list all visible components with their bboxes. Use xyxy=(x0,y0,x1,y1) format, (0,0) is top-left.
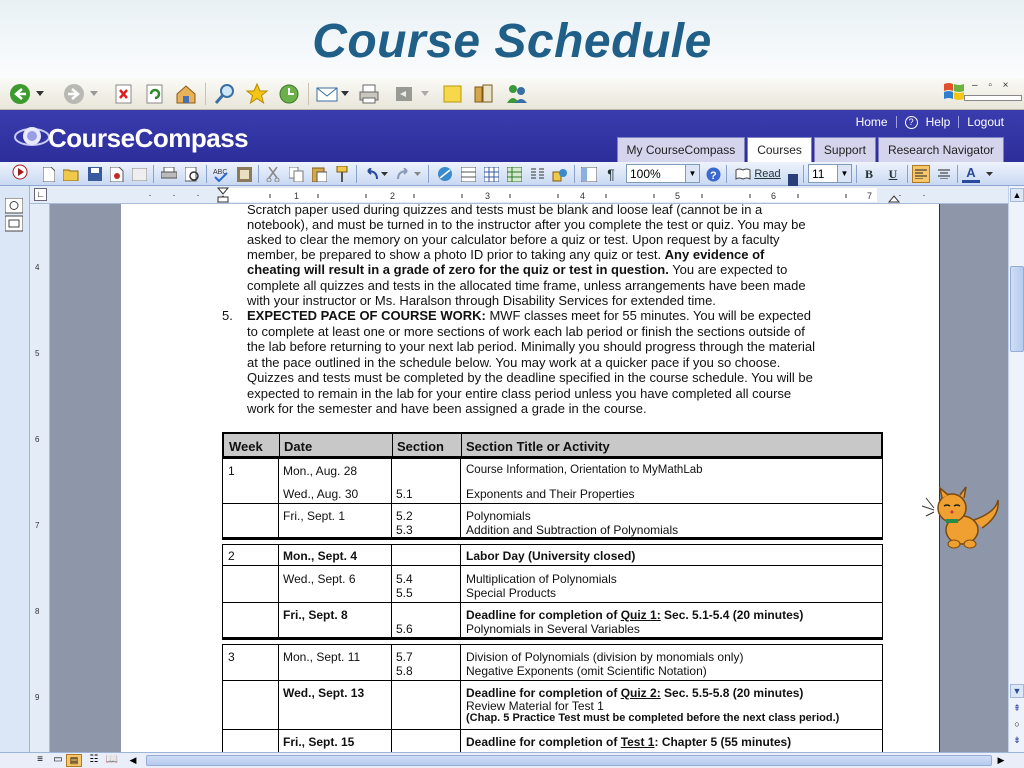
para-line: member, be prepared to show a photo ID prior to taking any quiz or test. Any evidence of xyxy=(247,247,765,262)
bottom-bar xyxy=(0,752,1024,768)
svg-text:5: 5 xyxy=(675,191,681,201)
cell-week: 1 xyxy=(228,464,235,478)
edit-dropdown-icon[interactable] xyxy=(420,82,430,106)
redo-icon[interactable] xyxy=(394,165,412,183)
next-page-icon[interactable]: ⇟ xyxy=(1013,735,1021,745)
underline-button[interactable]: U xyxy=(888,166,898,181)
research-icon[interactable] xyxy=(472,82,496,106)
para-line: to complete at least one or more sections of work each lab period or finish the sections outside of xyxy=(247,324,805,339)
research-book-icon[interactable] xyxy=(235,165,253,183)
cell-activity: Division of Polynomials (division by monomials only) xyxy=(466,650,744,664)
header-date: Date xyxy=(284,439,313,454)
hyperlink-icon[interactable] xyxy=(436,165,454,183)
copy-icon[interactable] xyxy=(287,165,305,183)
open-folder-icon[interactable] xyxy=(62,165,80,183)
para-line: at the pace outlined in the schedule below. You may work at a quicker pace if you so choose. xyxy=(247,355,781,370)
table-row xyxy=(222,544,883,566)
cell-week: 2 xyxy=(228,549,235,563)
format-painter-icon[interactable] xyxy=(333,165,351,183)
cell-activity: Deadline for completion of Quiz 1: Sec. 5.1-5.4 (20 minutes) xyxy=(466,608,804,622)
cell-date: Mon., Aug. 28 xyxy=(283,464,358,478)
bold-button[interactable]: B xyxy=(864,166,873,181)
spelling-icon[interactable] xyxy=(212,165,230,183)
browse-object-icon[interactable]: ○ xyxy=(1014,719,1020,729)
cell-date: Wed., Sept. 6 xyxy=(283,572,356,586)
tab-my-coursecompass[interactable]: My CourseCompass xyxy=(617,137,746,162)
compass-logo-icon xyxy=(12,122,50,150)
print-preview-icon[interactable] xyxy=(183,165,201,183)
cell-section: 5.1 xyxy=(396,487,413,501)
save-icon[interactable] xyxy=(86,165,104,183)
progress-indicator xyxy=(964,95,1022,101)
vertical-ruler-ticks xyxy=(30,204,50,752)
toolbar-options-icon[interactable] xyxy=(788,174,798,186)
cell-activity: Deadline for completion of Quiz 2: Sec. 5.5-5.8 (20 minutes) xyxy=(466,686,804,700)
help-question-icon[interactable]: ? xyxy=(905,116,918,129)
para-line: cheating will result in a grade of zero for the quiz or test in question. You are expected to xyxy=(247,262,788,277)
tab-research-navigator[interactable]: Research Navigator xyxy=(878,137,1004,162)
para-line: EXPECTED PACE OF COURSE WORK: MWF classes meet for 55 minutes. You will be expected xyxy=(247,308,811,323)
svg-text:6: 6 xyxy=(35,435,40,444)
scroll-left-icon[interactable]: ◀ xyxy=(129,755,137,765)
new-document-icon[interactable] xyxy=(40,165,58,183)
mail-icon[interactable] xyxy=(316,82,340,106)
table-row xyxy=(222,458,883,504)
reading-view-icon[interactable]: 📖 xyxy=(105,754,119,765)
svg-text:1: 1 xyxy=(294,191,300,201)
font-color-dropdown-icon[interactable] xyxy=(984,165,994,183)
table-row xyxy=(222,729,883,753)
horizontal-scroll-thumb[interactable] xyxy=(146,755,992,766)
cell-activity: Polynomials in Several Variables xyxy=(466,622,640,636)
cell-section: 5.7 xyxy=(396,650,413,664)
table-row xyxy=(222,602,883,640)
svg-text:9: 9 xyxy=(35,693,40,702)
columns-icon[interactable] xyxy=(528,165,546,183)
scroll-up-icon[interactable]: ▲ xyxy=(1010,188,1024,202)
header-links xyxy=(856,115,1004,129)
messenger-icon[interactable] xyxy=(505,82,529,106)
cell-date: Fri., Sept. 15 xyxy=(283,735,355,749)
email-document-icon[interactable] xyxy=(130,165,148,183)
cell-activity: Exponents and Their Properties xyxy=(466,487,635,501)
para-line: work for the semester and have been assigned a grade in the course. xyxy=(247,401,647,416)
insert-table-icon[interactable] xyxy=(482,165,500,183)
scroll-down-icon[interactable]: ▼ xyxy=(1010,684,1024,698)
previous-page-icon[interactable]: ⇞ xyxy=(1013,703,1021,713)
cell-section: 5.2 xyxy=(396,509,413,523)
tab-stop-selector[interactable]: ∟ xyxy=(34,188,47,201)
normal-view-icon[interactable]: ≡ xyxy=(37,754,43,765)
cell-section: 5.3 xyxy=(396,523,413,537)
chevron-down-icon: ▼ xyxy=(685,165,699,182)
cell-activity: Addition and Subtraction of Polynomials xyxy=(466,523,679,537)
cell-activity: Special Products xyxy=(466,586,557,600)
refresh-icon[interactable] xyxy=(143,82,167,106)
cell-activity: Multiplication of Polynomials xyxy=(466,572,617,586)
header-week: Week xyxy=(229,439,263,454)
edit-icon[interactable] xyxy=(392,82,416,106)
cell-activity: (Chap. 5 Practice Test must be completed before the next class period.) xyxy=(466,712,840,724)
align-left-icon[interactable] xyxy=(912,165,930,183)
cell-date: Mon., Sept. 11 xyxy=(283,650,361,664)
scroll-thumb[interactable] xyxy=(1010,266,1024,352)
windows-logo-icon xyxy=(942,80,966,104)
discuss-icon[interactable] xyxy=(441,82,465,106)
tables-borders-icon[interactable] xyxy=(459,165,477,183)
home-link[interactable]: Home xyxy=(855,115,888,129)
chevron-down-icon: ▼ xyxy=(837,165,851,182)
svg-text:4: 4 xyxy=(580,191,586,201)
zoom-value: 100% xyxy=(630,166,661,181)
header-activity: Section Title or Activity xyxy=(466,439,610,454)
course-tabs xyxy=(617,137,1004,162)
window-controls xyxy=(934,78,1024,110)
cell-date: Wed., Sept. 13 xyxy=(283,686,365,700)
vertical-ruler[interactable] xyxy=(30,204,50,752)
read-book-icon xyxy=(735,168,751,180)
para-line: asked to clear the memory on your calculator before a quiz or test. Upon request by a faculty xyxy=(247,232,780,247)
table-row xyxy=(222,565,883,603)
read-label: Read xyxy=(754,168,781,180)
show-hide-icon[interactable]: ¶ xyxy=(607,166,615,182)
print-layout-view-icon[interactable]: ▤ xyxy=(66,754,82,767)
cell-section: 5.4 xyxy=(396,572,413,586)
logout-link[interactable]: Logout xyxy=(967,115,1004,129)
cell-section: 5.5 xyxy=(396,586,413,600)
zoom-select[interactable] xyxy=(626,164,700,183)
svg-text:6: 6 xyxy=(771,191,777,201)
paste-icon[interactable] xyxy=(310,165,328,183)
cell-section: 5.8 xyxy=(396,664,413,678)
left-tool-strip xyxy=(0,186,30,752)
para-line: notebook), and must be turned in to the instructor after you complete the test or quiz. You may be xyxy=(247,217,806,232)
svg-text:7: 7 xyxy=(867,191,873,201)
redo-dropdown-icon[interactable] xyxy=(413,165,421,183)
svg-text:3: 3 xyxy=(485,191,491,201)
para-line: Scratch paper used during quizzes and tests must be blank and loose leaf (cannot be in a xyxy=(247,202,763,217)
table-header-row xyxy=(222,432,883,458)
cell-activity: Polynomials xyxy=(466,509,531,523)
cell-date: Mon., Sept. 4 xyxy=(283,549,358,563)
word-standard-toolbar xyxy=(0,162,1024,186)
cell-date: Wed., Aug. 30 xyxy=(283,487,359,501)
print-document-icon[interactable] xyxy=(160,165,178,183)
web-view-icon[interactable]: ▭ xyxy=(53,754,63,765)
header-section: Section xyxy=(397,439,444,454)
cell-date: Fri., Sept. 8 xyxy=(283,608,348,622)
coursecompass-logo[interactable]: CourseCompass xyxy=(48,123,249,153)
table-row xyxy=(222,680,883,730)
cut-icon[interactable] xyxy=(264,165,282,183)
scroll-right-icon[interactable]: ▶ xyxy=(997,755,1005,765)
para-line: with your instructor or Ms. Haralson through Disability Services for extended time. xyxy=(247,293,716,308)
cell-week: 3 xyxy=(228,650,235,664)
play-icon[interactable] xyxy=(12,164,28,180)
back-dropdown-icon[interactable] xyxy=(34,82,46,106)
forward-icon[interactable] xyxy=(62,82,86,106)
window-buttons[interactable]: – ▫ × xyxy=(972,80,1013,91)
para-line: complete all quizzes and tests in the allocated time frame, unless arrangements have been made xyxy=(247,278,806,293)
coursecompass-header xyxy=(0,110,1024,162)
svg-text:8: 8 xyxy=(35,607,40,616)
favorites-icon[interactable] xyxy=(245,82,269,106)
cell-activity: Negative Exponents (omit Scientific Notation) xyxy=(466,664,707,678)
svg-text:ABC: ABC xyxy=(213,168,228,176)
cell-date: Fri., Sept. 1 xyxy=(283,509,346,523)
para-line: expected to remain in the lab for your entire class period unless you have completed all course xyxy=(247,386,792,401)
cell-activity: Labor Day (University closed) xyxy=(466,549,636,563)
undo-icon[interactable] xyxy=(362,165,380,183)
slide-title: Course Schedule xyxy=(312,15,712,68)
history-icon[interactable] xyxy=(277,82,301,106)
cell-activity: Review Material for Test 1 xyxy=(466,699,604,713)
font-size-select[interactable] xyxy=(808,164,852,183)
help-icon[interactable] xyxy=(704,165,722,183)
slide-title-bar xyxy=(0,0,1024,78)
svg-text:2: 2 xyxy=(390,191,396,201)
font-color-button[interactable]: A xyxy=(962,165,980,183)
read-button[interactable] xyxy=(731,165,785,183)
para-line: Quizzes and tests must be completed by the deadline specified in the course schedule. You will be xyxy=(247,370,813,385)
back-icon[interactable] xyxy=(8,82,32,106)
tab-courses[interactable]: Courses xyxy=(747,137,812,162)
align-center-icon[interactable] xyxy=(935,165,953,183)
tab-support[interactable]: Support xyxy=(814,137,876,162)
cat-mascot-icon xyxy=(916,486,1002,550)
undo-dropdown-icon[interactable] xyxy=(380,165,388,183)
cell-activity: Course Information, Orientation to MyMathLab xyxy=(466,464,703,476)
list-number: 5. xyxy=(222,308,233,323)
font-size-value: 11 xyxy=(812,166,825,181)
drawing-icon[interactable] xyxy=(551,165,569,183)
cell-section: 5.6 xyxy=(396,622,413,636)
para-line: the lab before returning to your next lab period. Minimally you should progress through the material xyxy=(247,339,815,354)
insert-excel-icon[interactable] xyxy=(505,165,523,183)
permission-icon[interactable] xyxy=(108,165,126,183)
stop-icon[interactable] xyxy=(112,82,136,106)
vertical-scrollbar[interactable] xyxy=(1008,186,1024,752)
home-icon[interactable] xyxy=(174,82,198,106)
print-icon[interactable] xyxy=(357,82,381,106)
svg-text:?: ? xyxy=(709,169,717,182)
help-link[interactable]: Help xyxy=(925,115,951,129)
cell-activity: Deadline for completion of Test 1: Chapter 5 (55 minutes) xyxy=(466,735,792,749)
outline-view-icon[interactable]: ☷ xyxy=(89,754,99,765)
svg-text:5: 5 xyxy=(35,349,40,358)
table-row xyxy=(222,644,883,681)
forward-dropdown-icon[interactable] xyxy=(88,82,100,106)
table-row xyxy=(222,503,883,540)
mail-dropdown-icon[interactable] xyxy=(340,82,350,106)
svg-text:4: 4 xyxy=(35,263,40,272)
svg-text:7: 7 xyxy=(35,521,40,530)
browser-toolbar xyxy=(0,78,1024,110)
search-icon[interactable] xyxy=(213,82,237,106)
document-map-icon[interactable] xyxy=(580,165,598,183)
